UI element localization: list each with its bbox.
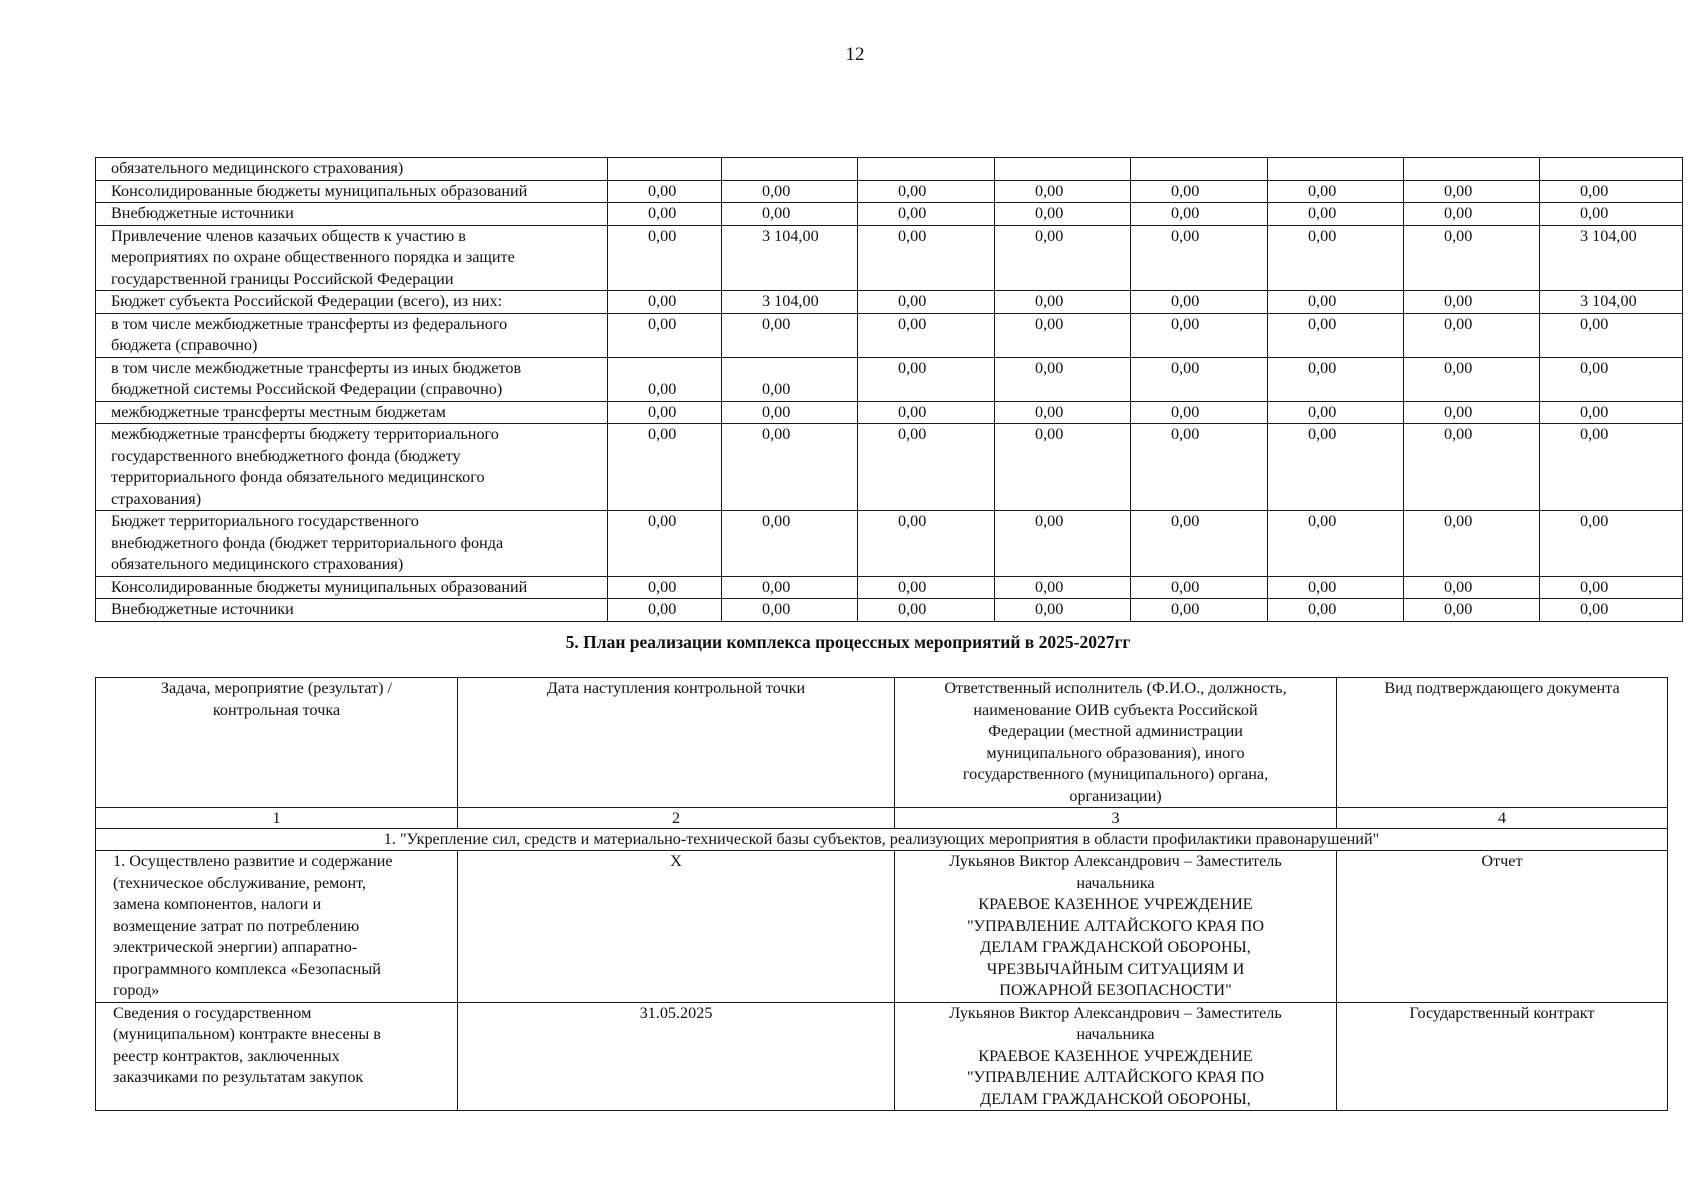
funding-value: 0,00: [1404, 511, 1540, 577]
funding-value: 0,00: [1131, 180, 1268, 203]
funding-value: 0,00: [1540, 599, 1683, 622]
funding-value: 0,00: [995, 203, 1131, 226]
plan-document-cell: Отчет: [1337, 851, 1668, 1003]
funding-value: 0,00: [995, 511, 1131, 577]
plan-date-cell: X: [458, 851, 895, 1003]
plan-task-cell: Сведения о государственном (муниципальном) контракте внесены в реестр контрактов, заключенных заказчиками по результатам закупок: [96, 1002, 458, 1111]
funding-value: 0,00: [995, 225, 1131, 291]
funding-value: 0,00: [1131, 401, 1268, 424]
funding-value: 0,00: [1404, 225, 1540, 291]
funding-value: 0,00: [1540, 180, 1683, 203]
page-number: 12: [845, 44, 865, 65]
funding-value: 0,00: [1404, 291, 1540, 314]
funding-value: 0,00: [1268, 511, 1404, 577]
funding-value: [722, 158, 858, 181]
funding-row: [96, 158, 1683, 181]
task-title: 1. "Укрепление сил, средств и материально-технической базы субъектов, реализующих мероприятия в области профилактики правонарушений": [96, 829, 1668, 851]
funding-row: [96, 424, 1683, 511]
funding-value: 0,00: [608, 180, 722, 203]
funding-value: 0,00: [1404, 203, 1540, 226]
header-date: Дата наступления контрольной точки: [458, 678, 895, 808]
funding-value: [1131, 158, 1268, 181]
funding-value: 0,00: [858, 180, 995, 203]
funding-value: 0,00: [858, 401, 995, 424]
funding-value: 0,00: [608, 599, 722, 622]
plan-row: [96, 1002, 1668, 1111]
funding-row-label: Бюджет территориального государственного внебюджетного фонда (бюджет территориального фонда обязательного медицинского страхования): [96, 511, 608, 577]
column-number: 2: [458, 808, 895, 829]
plan-header-row: [96, 678, 1668, 808]
funding-value: 0,00: [858, 576, 995, 599]
funding-value: 0,00: [1268, 424, 1404, 511]
header-document: Вид подтверждающего документа: [1337, 678, 1668, 808]
funding-row: [96, 401, 1683, 424]
funding-row: [96, 180, 1683, 203]
funding-row: [96, 291, 1683, 314]
funding-value: 0,00: [995, 424, 1131, 511]
funding-value: 0,00: [858, 291, 995, 314]
plan-task-row: [96, 829, 1668, 851]
funding-value: 0,00: [995, 313, 1131, 357]
funding-table: [95, 157, 1683, 622]
column-number: 4: [1337, 808, 1668, 829]
funding-value: 0,00: [722, 180, 858, 203]
funding-value: 0,00: [1540, 357, 1683, 401]
funding-value: 0,00: [1404, 401, 1540, 424]
funding-value: 0,00: [1131, 424, 1268, 511]
funding-row: [96, 599, 1683, 622]
funding-value: 0,00: [722, 203, 858, 226]
funding-value: 3 104,00: [722, 225, 858, 291]
funding-value: 3 104,00: [1540, 225, 1683, 291]
funding-value: 0,00: [722, 599, 858, 622]
funding-value: 0,00: [1540, 401, 1683, 424]
funding-row-label: в том числе межбюджетные трансферты из федерального бюджета (справочно): [96, 313, 608, 357]
funding-value: 0,00: [1268, 401, 1404, 424]
section-title: 5. План реализации комплекса процессных мероприятий в 2025-2027гг: [565, 632, 1131, 652]
funding-row-label: Привлечение членов казачьих обществ к участию в мероприятиях по охране общественного порядка и защите государственной границы Российской Федерации: [96, 225, 608, 291]
funding-value: 0,00: [1404, 357, 1540, 401]
funding-value: 0,00: [1131, 291, 1268, 314]
funding-row-label: Бюджет субъекта Российской Федерации (всего), из них:: [96, 291, 608, 314]
funding-value: [995, 158, 1131, 181]
funding-value: 0,00: [1268, 576, 1404, 599]
funding-row-label: Консолидированные бюджеты муниципальных образований: [96, 576, 608, 599]
funding-value: [1540, 158, 1683, 181]
funding-value: 0,00: [995, 180, 1131, 203]
funding-row-label: межбюджетные трансферты местным бюджетам: [96, 401, 608, 424]
funding-value: 0,00: [1131, 357, 1268, 401]
funding-value: 0,00: [722, 424, 858, 511]
funding-value: 0,00: [995, 576, 1131, 599]
funding-value: 0,00: [1131, 225, 1268, 291]
funding-value: 0,00: [858, 357, 995, 401]
funding-row: [96, 511, 1683, 577]
funding-value: [858, 158, 995, 181]
funding-value: 0,00: [995, 401, 1131, 424]
funding-row: [96, 225, 1683, 291]
funding-value: 0,00: [1268, 291, 1404, 314]
funding-value: 0,00: [608, 511, 722, 577]
plan-task-cell: 1. Осуществлено развитие и содержание (техническое обслуживание, ремонт, замена компонентов, налоги и возмещение затрат по потреблению электрической энергии) аппаратно- программного комплекса «Безопасный город»: [96, 851, 458, 1003]
funding-value: 0,00: [858, 511, 995, 577]
funding-value: 0,00: [1540, 313, 1683, 357]
funding-value: 0,00: [1131, 511, 1268, 577]
funding-value: 0,00: [995, 291, 1131, 314]
header-task: Задача, мероприятие (результат) / контрольная точка: [96, 678, 458, 808]
funding-value: 0,00: [722, 357, 858, 401]
funding-value: 3 104,00: [1540, 291, 1683, 314]
funding-value: 0,00: [858, 225, 995, 291]
funding-value: 0,00: [858, 599, 995, 622]
funding-value: 0,00: [1540, 203, 1683, 226]
funding-row-label: Консолидированные бюджеты муниципальных образований: [96, 180, 608, 203]
funding-value: 0,00: [1268, 203, 1404, 226]
funding-value: 0,00: [608, 313, 722, 357]
funding-value: 0,00: [608, 291, 722, 314]
funding-value: [1268, 158, 1404, 181]
funding-value: 0,00: [858, 203, 995, 226]
plan-responsible-cell: Лукьянов Виктор Александрович – Заместитель начальника КРАЕВОЕ КАЗЕННОЕ УЧРЕЖДЕНИЕ "УПРАВЛЕНИЕ АЛТАЙСКОГО КРАЯ ПО ДЕЛАМ ГРАЖДАНСКОЙ ОБОРОНЫ,: [895, 1002, 1337, 1111]
funding-value: 0,00: [608, 357, 722, 401]
header-responsible: Ответственный исполнитель (Ф.И.О., должность, наименование ОИВ субъекта Российской Федерации (местной администрации муниципального образования), иного государственного (муниципального) органа, организации): [895, 678, 1337, 808]
funding-value: 0,00: [995, 357, 1131, 401]
funding-value: [608, 158, 722, 181]
funding-value: 0,00: [608, 576, 722, 599]
funding-value: 0,00: [1540, 511, 1683, 577]
funding-value: 3 104,00: [722, 291, 858, 314]
funding-value: 0,00: [1404, 180, 1540, 203]
funding-value: 0,00: [1404, 424, 1540, 511]
funding-value: 0,00: [1540, 576, 1683, 599]
plan-table: [95, 677, 1668, 1111]
funding-row: [96, 357, 1683, 401]
funding-row-label: обязательного медицинского страхования): [96, 158, 608, 181]
plan-row: [96, 851, 1668, 1003]
funding-value: 0,00: [1404, 313, 1540, 357]
column-number: 1: [96, 808, 458, 829]
funding-value: 0,00: [1131, 576, 1268, 599]
funding-value: 0,00: [858, 424, 995, 511]
funding-row-label: в том числе межбюджетные трансферты из иных бюджетов бюджетной системы Российской Федерации (справочно): [96, 357, 608, 401]
funding-row-label: межбюджетные трансферты бюджету территориального государственного внебюджетного фонда (бюджету территориального фонда обязательного медицинского страхования): [96, 424, 608, 511]
funding-value: 0,00: [1268, 313, 1404, 357]
funding-value: 0,00: [608, 203, 722, 226]
plan-column-numbers-row: [96, 808, 1668, 829]
funding-value: 0,00: [1540, 424, 1683, 511]
funding-value: 0,00: [995, 599, 1131, 622]
funding-value: 0,00: [1268, 357, 1404, 401]
funding-value: 0,00: [722, 511, 858, 577]
funding-row-label: Внебюджетные источники: [96, 599, 608, 622]
funding-value: 0,00: [858, 313, 995, 357]
column-number: 3: [895, 808, 1337, 829]
funding-value: 0,00: [1268, 225, 1404, 291]
funding-value: 0,00: [1268, 599, 1404, 622]
funding-row-label: Внебюджетные источники: [96, 203, 608, 226]
plan-document-cell: Государственный контракт: [1337, 1002, 1668, 1111]
funding-value: 0,00: [722, 401, 858, 424]
funding-value: 0,00: [722, 576, 858, 599]
funding-value: 0,00: [608, 424, 722, 511]
funding-value: 0,00: [1404, 599, 1540, 622]
funding-value: [1404, 158, 1540, 181]
funding-value: 0,00: [1131, 313, 1268, 357]
funding-row: [96, 313, 1683, 357]
plan-date-cell: 31.05.2025: [458, 1002, 895, 1111]
funding-value: 0,00: [1131, 599, 1268, 622]
funding-value: 0,00: [608, 225, 722, 291]
funding-row: [96, 576, 1683, 599]
funding-value: 0,00: [1404, 576, 1540, 599]
plan-responsible-cell: Лукьянов Виктор Александрович – Заместитель начальника КРАЕВОЕ КАЗЕННОЕ УЧРЕЖДЕНИЕ "УПРАВЛЕНИЕ АЛТАЙСКОГО КРАЯ ПО ДЕЛАМ ГРАЖДАНСКОЙ ОБОРОНЫ, ЧРЕЗВЫЧАЙНЫМ СИТУАЦИЯМ И ПОЖАРНОЙ БЕЗОПАСНОСТИ": [895, 851, 1337, 1003]
funding-value: 0,00: [1268, 180, 1404, 203]
funding-value: 0,00: [1131, 203, 1268, 226]
funding-row: [96, 203, 1683, 226]
funding-value: 0,00: [722, 313, 858, 357]
funding-value: 0,00: [608, 401, 722, 424]
